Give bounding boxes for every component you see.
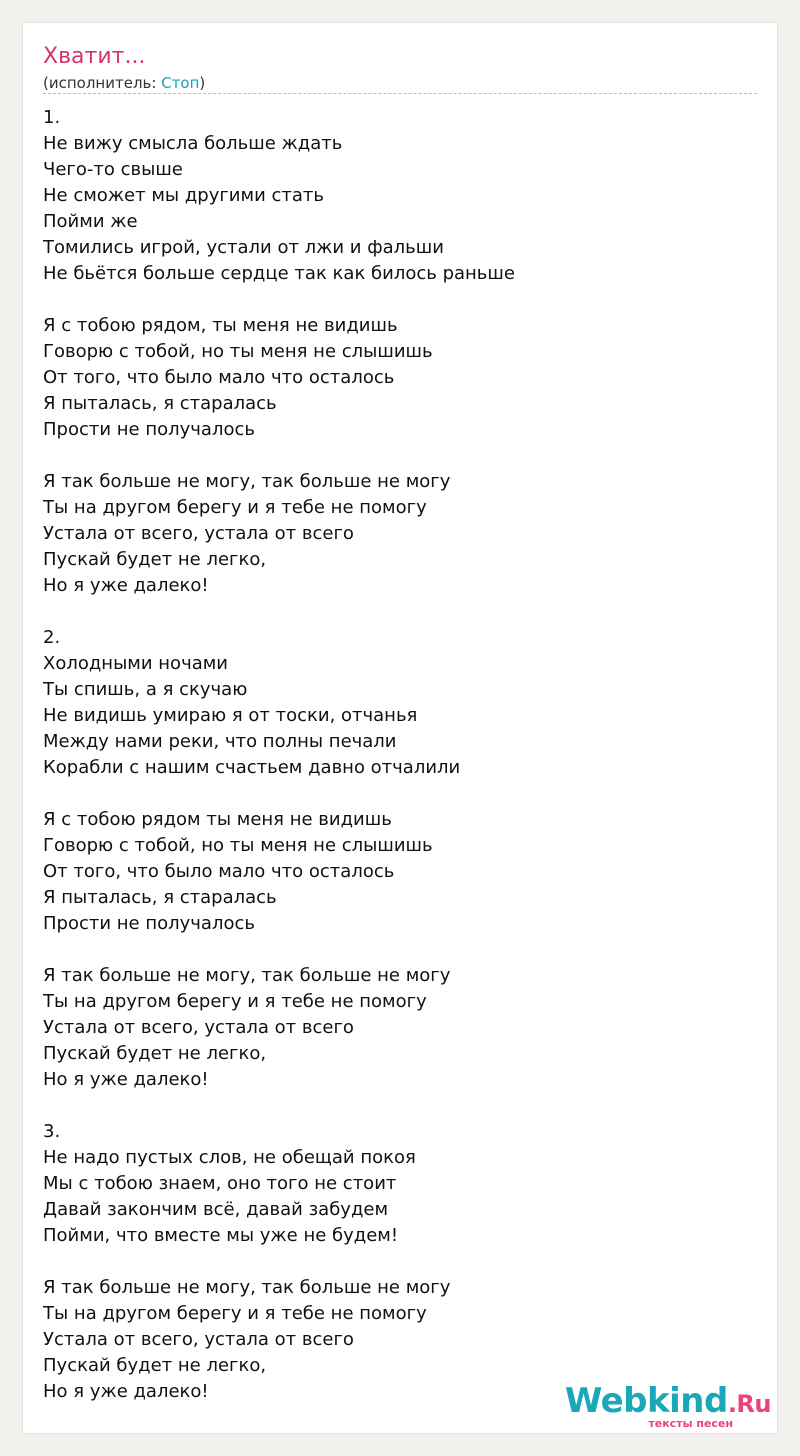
stanza-gap (43, 599, 743, 625)
song-title: Хватит... (43, 44, 146, 69)
lyric-line: 2. (43, 627, 61, 648)
lyric-line: Пойми, что вместе мы уже не будем! (43, 1225, 399, 1246)
lyric-line: Чего-то свыше (43, 159, 183, 180)
lyric-line: Не вижу смысла больше ждать (43, 133, 343, 154)
lyrics-text (43, 105, 743, 1405)
lyric-line: Томились игрой, устали от лжи и фальши (43, 237, 444, 258)
stanza-gap (43, 781, 743, 807)
logo-tld: .Ru (727, 1390, 771, 1418)
lyric-line: Давай закончим всё, давай забудем (43, 1199, 389, 1220)
lyric-line: Я так больше не могу, так больше не могу (43, 1277, 451, 1298)
lyric-line: Устала от всего, устала от всего (43, 523, 354, 544)
stanza-gap (43, 443, 743, 469)
lyric-line: Я с тобою рядом, ты меня не видишь (43, 315, 398, 336)
lyric-line: Не сможет мы другими стать (43, 185, 325, 206)
site-logo[interactable] (564, 1381, 771, 1433)
lyric-line: Пускай будет не легко, (43, 549, 267, 570)
artist-suffix: ) (199, 74, 206, 92)
lyric-line: Я с тобою рядом ты меня не видишь (43, 809, 392, 830)
stanza-gap (43, 287, 743, 313)
artist-line (43, 73, 205, 93)
lyric-line: Мы с тобою знаем, оно того не стоит (43, 1173, 397, 1194)
lyric-line: Между нами реки, что полны печали (43, 731, 397, 752)
stanza-gap (43, 1093, 743, 1119)
lyric-line: Не надо пустых слов, не обещай покоя (43, 1147, 416, 1168)
lyric-line: Ты на другом берегу и я тебе не помогу (43, 1303, 427, 1324)
lyric-line: Пойми же (43, 211, 138, 232)
lyric-line: Прости не получалось (43, 913, 255, 934)
lyric-line: Я пыталась, я старалась (43, 887, 277, 908)
header-divider (43, 93, 757, 94)
lyric-line: Ты на другом берегу и я тебе не помогу (43, 497, 427, 518)
lyric-line: Корабли с нашим счастьем давно отчалили (43, 757, 461, 778)
lyric-line: Я так больше не могу, так больше не могу (43, 965, 451, 986)
lyric-line: От того, что было мало что осталось (43, 367, 395, 388)
lyric-line: Прости не получалось (43, 419, 255, 440)
lyric-line: Пускай будет не легко, (43, 1043, 267, 1064)
lyric-line: Говорю с тобой, но ты меня не слышишь (43, 835, 433, 856)
lyric-line: От того, что было мало что осталось (43, 861, 395, 882)
logo-tagline: тексты песен (648, 1417, 733, 1430)
lyric-line: Говорю с тобой, но ты меня не слышишь (43, 341, 433, 362)
stanza-gap (43, 1249, 743, 1275)
stanza-gap (43, 937, 743, 963)
lyric-line: Ты на другом берегу и я тебе не помогу (43, 991, 427, 1012)
lyric-line: Не видишь умираю я от тоски, отчанья (43, 705, 418, 726)
artist-prefix: (исполнитель: (43, 74, 162, 92)
artist-link[interactable]: Стоп (161, 74, 200, 92)
lyric-line: Пускай будет не легко, (43, 1355, 267, 1376)
lyric-line: Устала от всего, устала от всего (43, 1329, 354, 1350)
lyric-line: 1. (43, 107, 61, 128)
lyric-line: Ты спишь, а я скучаю (43, 679, 248, 700)
lyric-line: Не бьётся больше сердце так как билось раньше (43, 263, 515, 284)
lyric-line: Я так больше не могу, так больше не могу (43, 471, 451, 492)
lyrics-card (22, 22, 778, 1434)
lyric-line: Я пыталась, я старалась (43, 393, 277, 414)
logo-name: Webkind (564, 1381, 728, 1421)
lyric-line: Но я уже далеко! (43, 575, 209, 596)
lyric-line: 3. (43, 1121, 61, 1142)
lyric-line: Устала от всего, устала от всего (43, 1017, 354, 1038)
lyric-line: Холодными ночами (43, 653, 229, 674)
lyric-line: Но я уже далеко! (43, 1069, 209, 1090)
lyric-line: Но я уже далеко! (43, 1381, 209, 1402)
